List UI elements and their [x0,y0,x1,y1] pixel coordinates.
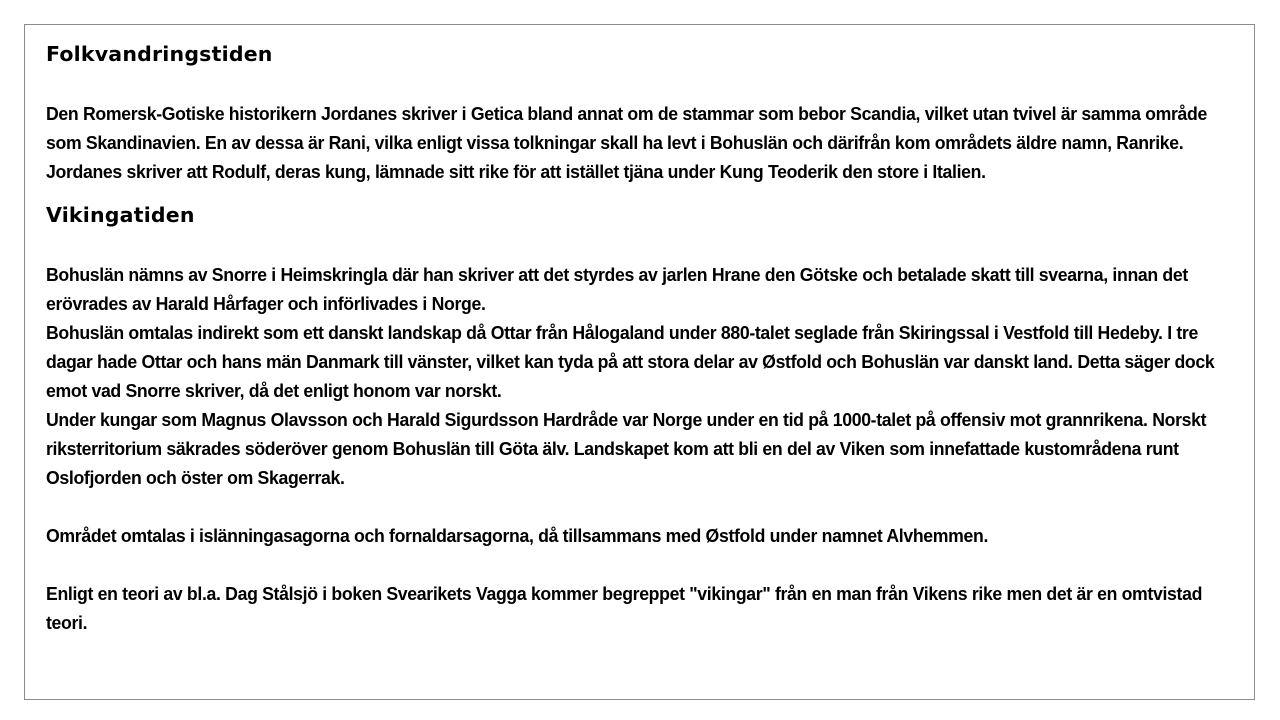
paragraph-vikingar-teori: Enligt en teori av bl.a. Dag Stålsjö i boken Svearikets Vagga kommer begreppet "vikingar" från en man från Vikens rike men det är en omtvistad teori. [46,583,1203,633]
heading-vikingatiden: Vikingatiden [46,203,195,227]
document-frame [24,24,1255,700]
paragraph-ottar: Bohuslän omtalas indirekt som ett danskt landskap då Ottar från Hålogaland under 880-talet seglade från Skiringssal i Vestfold till Hedeby. I tre dagar hade Ottar och hans män Danmark till vänster, vilket kan tyda på att stora delar av Østfold och Bohuslän var danskt land. Detta säger dock emot vad Snorre skriver, då det enligt honom var norskt. [46,322,1215,401]
paragraph-jordanes: Den Romersk-Gotiske historikern Jordanes skriver i Getica bland annat om de stammar som bebor Scandia, vilket utan tvivel är samma område som Skandinavien. En av dessa är Rani, vilka enligt vissa tolkningar skall ha levt i Bohuslän och därifrån kom områdets äldre namn, Ranrike. Jordanes skriver att Rodulf, deras kung, lämnade sitt rike för att istället tjäna under Kung Teoderik den store i Italien. [46,103,1207,182]
paragraph-heimskringla: Bohuslän nämns av Snorre i Heimskringla där han skriver att det styrdes av jarlen Hrane den Götske och betalade skatt till svearna, innan det erövrades av Harald Hårfager och införlivades i Norge. [46,264,1188,314]
heading-folkvandringstiden: Folkvandringstiden [46,42,273,66]
paragraph-hardrade: Under kungar som Magnus Olavsson och Harald Sigurdsson Hardråde var Norge under en tid på 1000-talet på offensiv mot grannrikena. Norskt riksterritorium säkrades söderöver genom Bohuslän till Göta älv. Landskapet kom att bli en del av Viken som innefattade kustområdena runt Oslofjorden och öster om Skagerrak. [46,409,1207,488]
paragraph-alvhemmen: Området omtalas i islänningasagorna och fornaldarsagorna, då tillsammans med Østfold under namnet Alvhemmen. [46,525,989,546]
document-content [46,38,1236,637]
